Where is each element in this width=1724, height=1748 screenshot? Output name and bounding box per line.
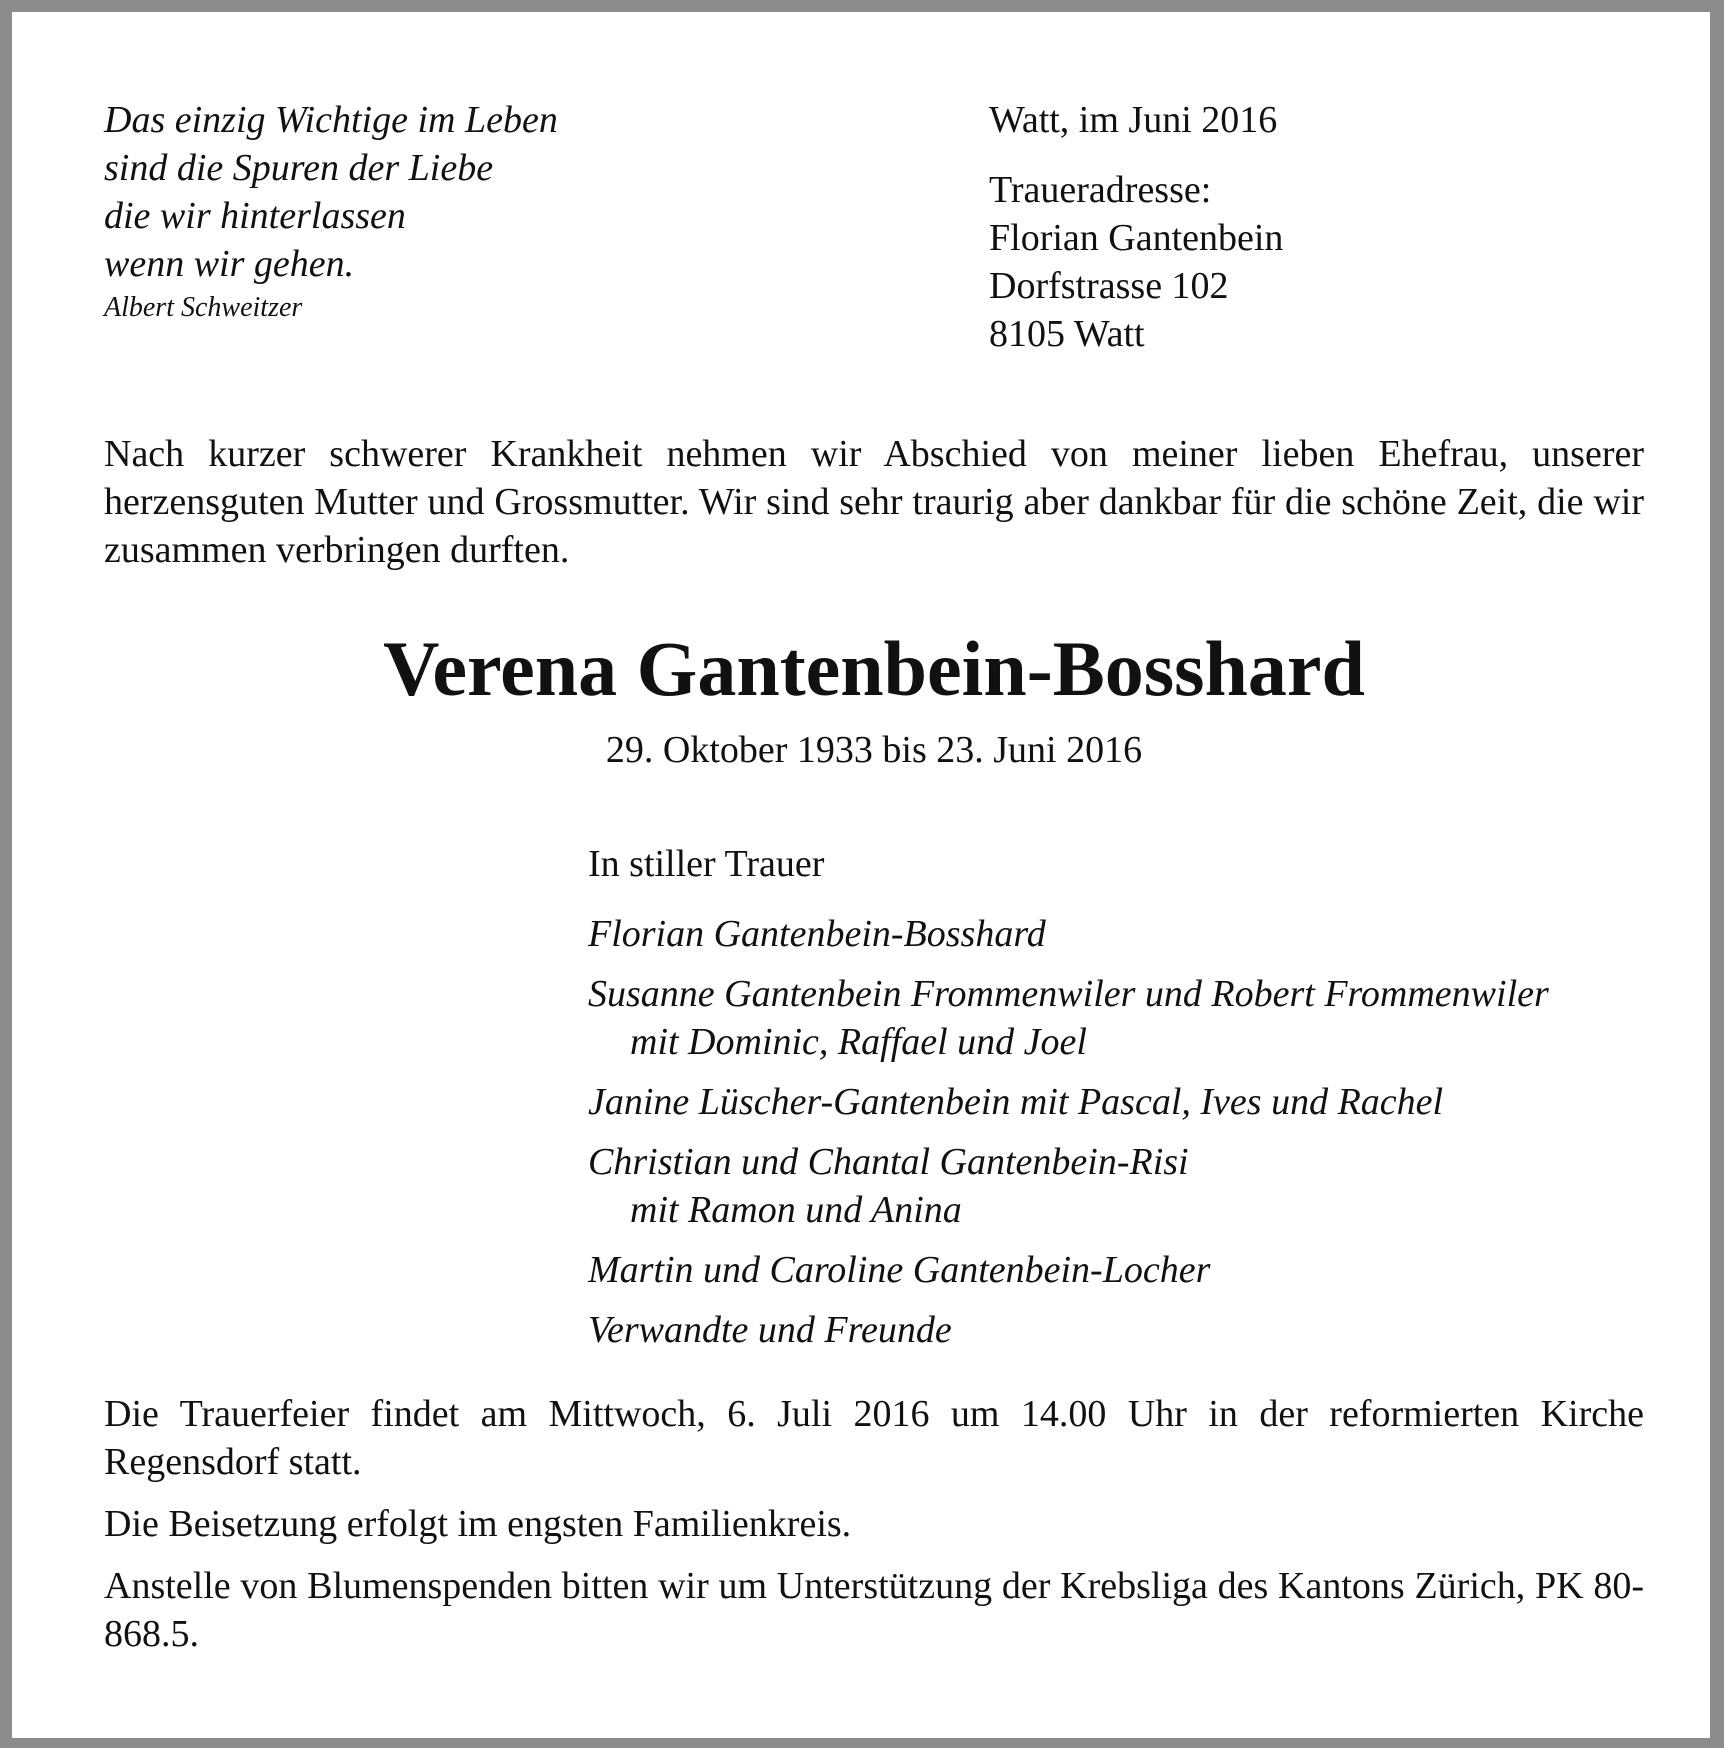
mourner-entry <box>588 970 1668 1066</box>
mourner-line: Verwandte und Freunde <box>588 1309 952 1351</box>
mourners-heading: In stiller Trauer <box>588 843 825 885</box>
address-street: Dorfstrasse 102 <box>989 265 1229 307</box>
donation-info: Anstelle von Blumenspenden bitten wir um Unterstützung der Krebsliga des Kantons Zürich, PK 80-868.5. <box>104 1565 1644 1655</box>
intro-paragraph: Nach kurzer schwerer Krankheit nehmen wir Abschied von meiner lieben Ehefrau, unserer herzensguten Mutter und Grossmutter. Wir sind sehr traurig aber dankbar für die schöne Zeit, die wir zusammen verbringen durften. <box>104 433 1644 571</box>
address-label: Traueradresse: <box>989 169 1212 211</box>
mourners-block <box>588 840 1668 1366</box>
mourners-list <box>588 910 1668 1354</box>
mourner-entry <box>588 1306 1668 1354</box>
ceremony-info: Die Trauerfeier findet am Mittwoch, 6. Juli 2016 um 14.00 Uhr in der reformierten Kirche Regensdorf statt. <box>104 1393 1644 1483</box>
motto-line: die wir hinterlassen <box>104 195 406 237</box>
mourning-address-block <box>989 96 1283 358</box>
closing-notes <box>104 1390 1644 1672</box>
motto-line: wenn wir gehen. <box>104 243 355 285</box>
mourner-line: Janine Lüscher-Gantenbein mit Pascal, Ives und Rachel <box>588 1081 1444 1123</box>
mourner-entry <box>588 1078 1668 1126</box>
place-date-line: Watt, im Juni 2016 <box>989 99 1278 141</box>
address-city: 8105 Watt <box>989 313 1145 355</box>
address-name: Florian Gantenbein <box>989 217 1284 259</box>
motto-line: sind die Spuren der Liebe <box>104 147 494 189</box>
motto-quote <box>104 96 558 326</box>
mourner-entry <box>588 910 1668 958</box>
motto-line: Das einzig Wichtige im Leben <box>104 99 558 141</box>
mourner-line: Susanne Gantenbein Frommenwiler und Robert Frommenwiler <box>588 973 1549 1015</box>
mourner-line: Christian und Chantal Gantenbein-Risi <box>588 1141 1189 1183</box>
mourner-entry <box>588 1138 1668 1234</box>
burial-info: Die Beisetzung erfolgt im engsten Familienkreis. <box>104 1503 852 1545</box>
motto-author: Albert Schweitzer <box>104 292 303 323</box>
deceased-name: Verena Gantenbein-Bosshard <box>383 625 1365 712</box>
mourner-line: Florian Gantenbein-Bosshard <box>588 913 1046 955</box>
life-dates: 29. Oktober 1933 bis 23. Juni 2016 <box>605 729 1143 771</box>
mourner-subline: mit Dominic, Raffael und Joel <box>630 1021 1087 1063</box>
mourner-entry <box>588 1246 1668 1294</box>
mourner-line: Martin und Caroline Gantenbein-Locher <box>588 1249 1211 1291</box>
mourner-subline: mit Ramon und Anina <box>630 1189 962 1231</box>
